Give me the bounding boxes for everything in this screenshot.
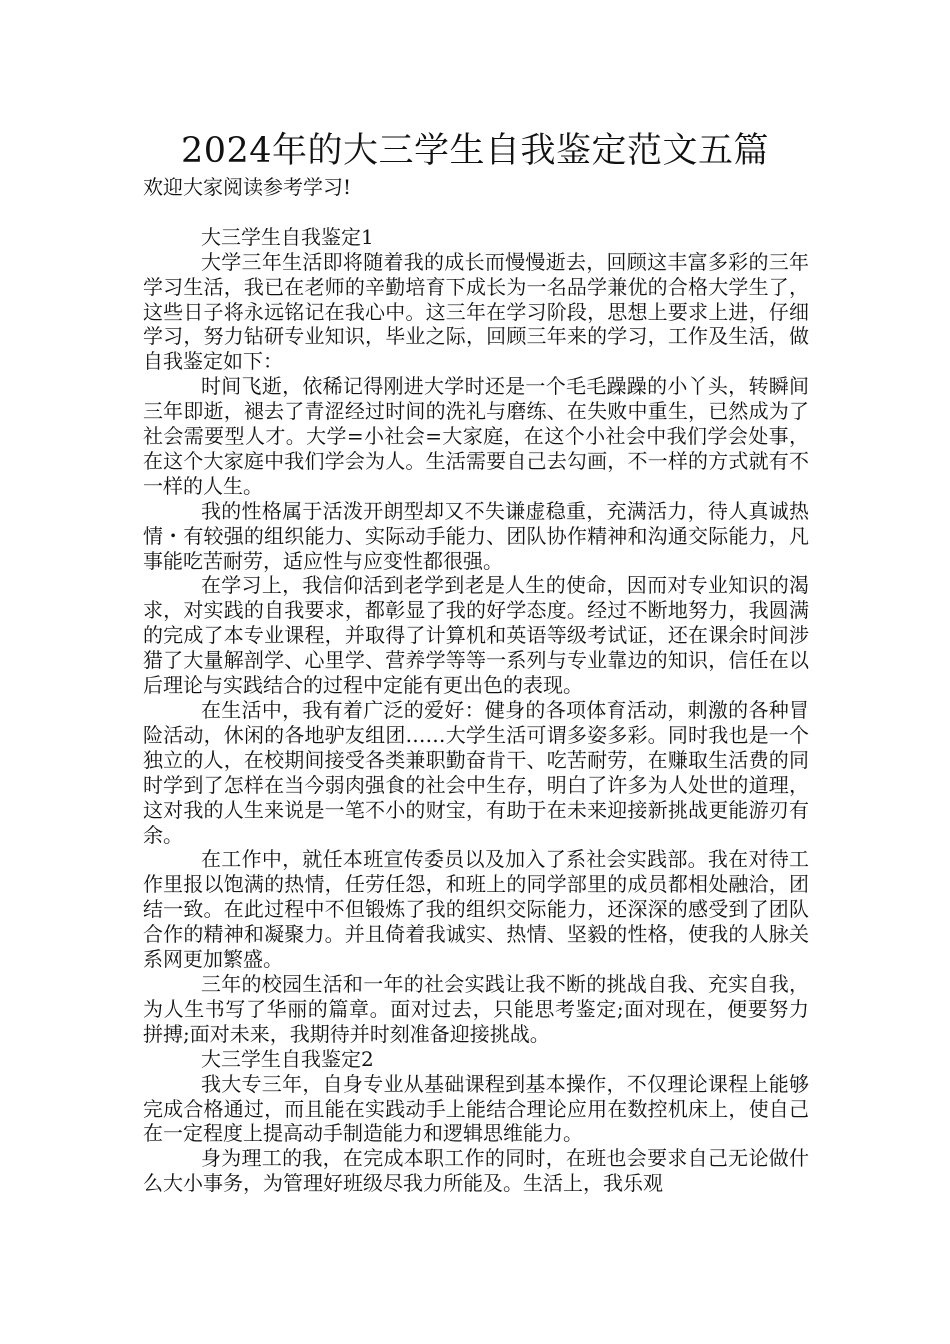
paragraph: 时间飞逝，依稀记得刚进大学时还是一个毛毛躁躁的小丫头，转瞬间三年即逝，褪去了青涩经过时间的洗礼与磨练、在失败中重生，已然成为了社会需要型人才。大学=小社会=大家庭，在这个小社会中我们学会处事，在这个大家庭中我们学会为人。生活需要自己去勾画，不一样的方式就有不一样的人生。: [143, 374, 809, 498]
paragraph: 我大专三年，自身专业从基础课程到基本操作，不仅理论课程上能够完成合格通过，而且能在实践动手上能结合理论应用在数控机床上，使自己在一定程度上提高动手制造能力和逻辑思维能力。: [143, 1071, 809, 1146]
document-title: 2024年的大三学生自我鉴定范文五篇: [180, 131, 770, 171]
document-body: [143, 175, 809, 1196]
section-2: [143, 1047, 809, 1196]
section-heading: 大三学生自我鉴定2: [201, 1046, 374, 1071]
paragraph: 在生活中，我有着广泛的爱好：健身的各项体育活动，刺激的各种冒险活动，休闲的各地驴友组团……大学生活可谓多姿多彩。同时我也是一个独立的人，在校期间接受各类兼职勤奋肯干、吃苦耐劳，在赚取生活费的同时学到了怎样在当今弱肉强食的社会中生存，明白了许多为人处世的道理，这对我的人生来说是一笔不小的财宝，有助于在未来迎接新挑战更能游刃有余。: [143, 698, 809, 847]
paragraph: 三年的校园生活和一年的社会实践让我不断的挑战自我、充实自我，为人生书写了华丽的篇章。面对过去，只能思考鉴定;面对现在，便要努力拼搏;面对未来，我期待并时刻准备迎接挑战。: [143, 971, 809, 1046]
paragraph: 大学三年生活即将随着我的成长而慢慢逝去，回顾这丰富多彩的三年学习生活，我已在老师的辛勤培育下成长为一名品学兼优的合格大学生了，这些日子将永远铭记在我心中。这三年在学习阶段，思想上要求上进，仔细学习，努力钻研专业知识，毕业之际，回顾三年来的学习，工作及生活，做自我鉴定如下：: [143, 249, 809, 374]
section-1: [143, 225, 809, 1047]
paragraph: 身为理工的我，在完成本职工作的同时，在班也会要求自己无论做什么大小事务，为管理好班级尽我力所能及。生活上，我乐观: [143, 1146, 809, 1196]
paragraph: 在工作中，就任本班宣传委员以及加入了系社会实践部。我在对待工作里报以饱满的热情，任劳任怨，和班上的同学部里的成员都相处融洽，团结一致。在此过程中不但锻炼了我的组织交际能力，还深深的感受到了团队合作的精神和凝聚力。并且倚着我诚实、热情、坚毅的性格，使我的人脉关系网更加繁盛。: [143, 847, 809, 972]
paragraph: 我的性格属于活泼开朗型却又不失谦虚稳重，充满活力，待人真诚热情・有较强的组织能力、实际动手能力、团队协作精神和沟通交际能力，凡事能吃苦耐劳，适应性与应变性都很强。: [143, 498, 809, 573]
section-heading: 大三学生自我鉴定1: [201, 224, 374, 249]
paragraph: 在学习上，我信仰活到老学到老是人生的使命，因而对专业知识的渴求，对实践的自我要求，都彰显了我的好学态度。经过不断地努力，我圆满的完成了本专业课程，并取得了计算机和英语等级考试证，还在课余时间涉猎了大量解剖学、心里学、营养学等等一系列与专业靠边的知识，信任在以后理论与实践结合的过程中定能有更出色的表现。: [143, 573, 809, 698]
intro-text: 欢迎大家阅读参考学习!: [143, 175, 352, 199]
